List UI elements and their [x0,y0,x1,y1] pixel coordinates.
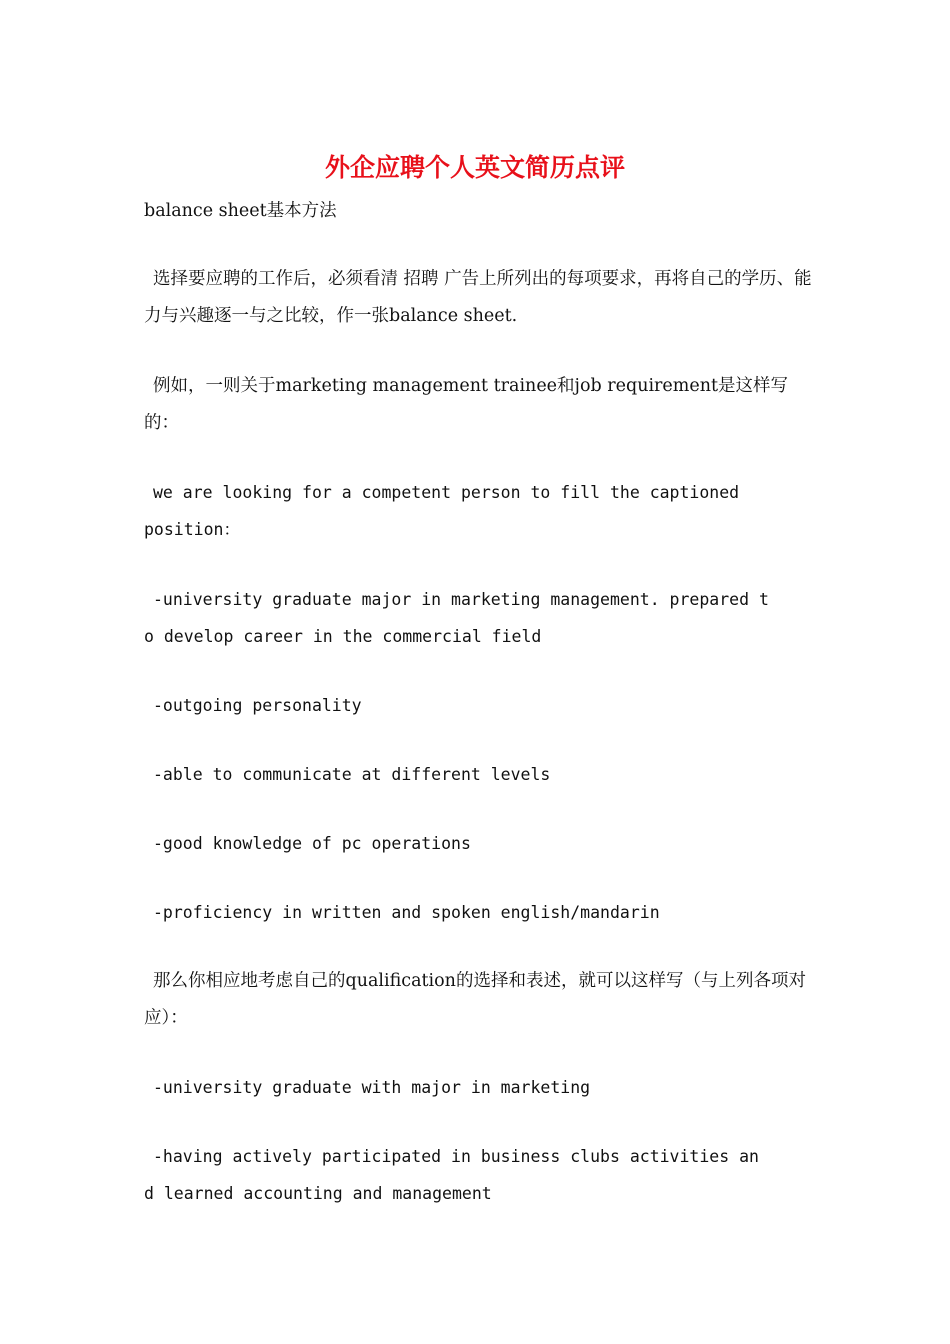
requirement-item: -able to communicate at different levels [153,765,551,784]
requirement-item: -outgoing personality [153,696,362,715]
requirement-item: -proficiency in written and spoken english/mandarin [153,903,660,922]
requirement-item: -university graduate major in marketing management. prepared to develop career in the commercial field [144,590,769,646]
document-title: 外企应聘个人英文简历点评 [324,153,625,182]
qualification-item: -university graduate with major in marketing [153,1078,591,1097]
paragraph-ad-intro: we are looking for a competent person to fill the captioned position： [144,483,740,539]
paragraph-example: 例如，一则关于marketing management trainee和job requirement是这样写的： [144,376,789,433]
qualification-item: -having actively participated in business clubs activities and learned accounting and management [144,1147,759,1203]
paragraph-intro: 选择要应聘的工作后，必须看清 招聘 广告上所列出的每项要求，再将自己的学历、能力与兴趣逐一与之比较，作一张balance sheet. [144,269,812,326]
requirement-item: -good knowledge of pc operations [153,834,471,853]
paragraph-qualification: 那么你相应地考虑自己的qualification的选择和表述，就可以这样写（与上列各项对应）： [144,971,806,1028]
paragraph-heading: balance sheet基本方法 [144,201,337,221]
